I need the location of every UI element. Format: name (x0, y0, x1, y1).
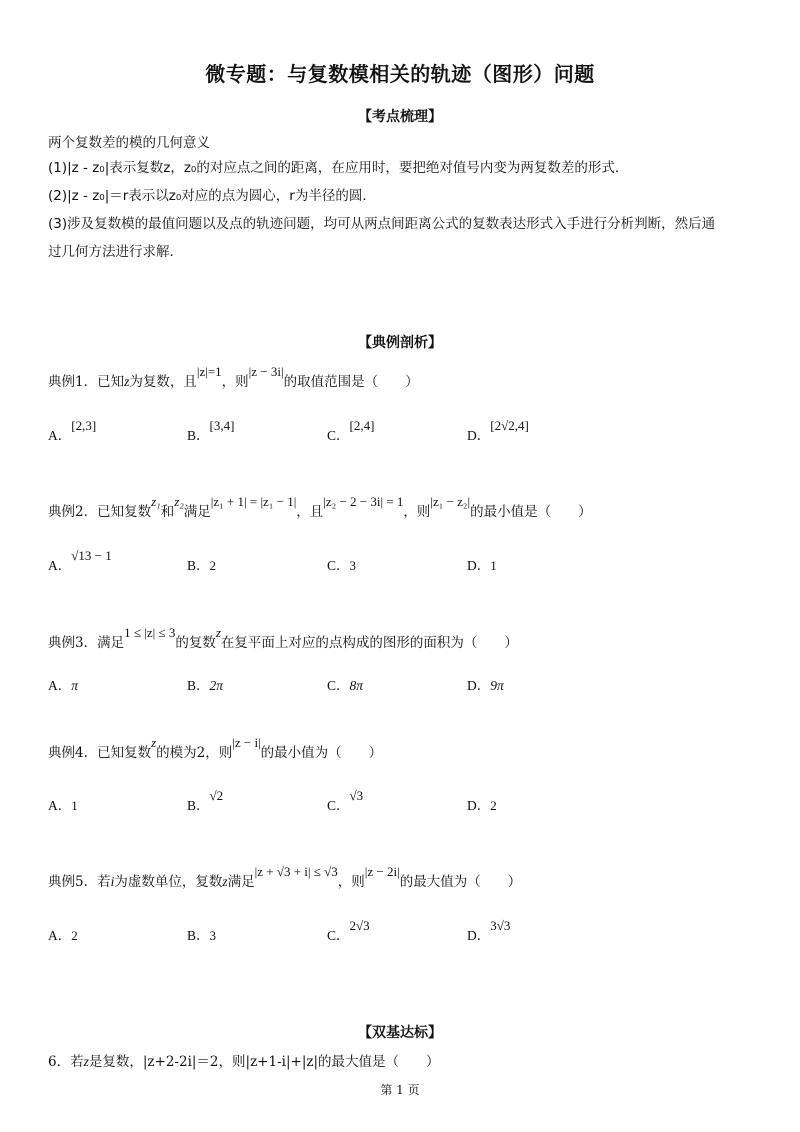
example-1-option-c[interactable] (327, 418, 375, 444)
example-1-var: z (124, 374, 130, 389)
example-5-option-b[interactable] (187, 924, 216, 944)
option-label: A． (48, 928, 72, 943)
kaodian-point-3-line-1: (3)涉及复数模的最值问题以及点的轨迹问题，均可从两点间距离公式的复数表达形式入手进行分析判断，然后通 (48, 216, 716, 232)
option-label: D． (467, 928, 491, 943)
example-1-mid2: ，则 (221, 374, 249, 390)
example-5-option-a[interactable] (48, 924, 78, 944)
example-2-prefix: 典例2．已知复数 (48, 504, 152, 520)
example-2-option-d[interactable] (467, 554, 497, 574)
example-2-z1: z₁ (151, 494, 161, 509)
option-label: B． (187, 558, 210, 573)
example-3-mid1: 的复数 (175, 635, 216, 651)
section-heading-kaodian: 【考点梳理】 (358, 109, 442, 125)
example-2-and: 和 (160, 504, 175, 520)
example-2-suffix: 的最小值是（ ） (470, 504, 592, 520)
section-heading-shuangji: 【双基达标】 (358, 1025, 442, 1041)
option-value: 2 (490, 798, 497, 813)
question-6-var: z (83, 1054, 89, 1069)
option-value: 1 (71, 798, 78, 813)
option-label: D． (467, 558, 491, 573)
kaodian-point-1: (1)|z - z₀|表示复数z，z₀的对应点之间的距离，在应用时，要把绝对值号内变为两复数差的形式． (48, 160, 629, 176)
example-2-condition-1: |z₁ + 1| = |z₁ − 1| (210, 494, 297, 509)
option-label: B． (187, 928, 210, 943)
option-label: B． (187, 678, 210, 693)
example-5-prefix: 典例5．若 (48, 874, 111, 890)
example-3-stem (48, 625, 518, 653)
option-value: 2 (71, 928, 78, 943)
option-label: A． (48, 798, 72, 813)
option-value: [3,4] (209, 418, 235, 433)
example-4-var: z (151, 735, 157, 750)
example-5-mid2: ，则 (337, 874, 365, 890)
option-label: A． (48, 428, 72, 443)
example-3-option-b[interactable] (187, 674, 223, 694)
option-value: 2π (209, 678, 224, 693)
example-5-expression: |z − 2i| (364, 864, 400, 879)
option-value: 9π (490, 678, 504, 693)
example-4-option-c[interactable] (327, 788, 364, 814)
page-title: 微专题：与复数模相关的轨迹（图形）问题 (205, 62, 595, 86)
option-value: 8π (349, 678, 364, 693)
option-label: C． (327, 798, 350, 813)
option-value: 3 (349, 558, 357, 573)
option-label: B． (187, 798, 210, 813)
kaodian-point-3-line-2: 过几何方法进行求解． (48, 244, 183, 260)
option-value: 2 (209, 558, 217, 573)
example-2-mid2: ，且 (296, 504, 324, 520)
example-2-option-c[interactable] (327, 554, 356, 574)
example-2-option-a[interactable] (48, 548, 112, 574)
option-label: D． (467, 678, 491, 693)
example-5-option-c[interactable] (327, 918, 370, 944)
example-4-option-a[interactable] (48, 794, 78, 814)
example-5-option-d[interactable] (467, 918, 511, 944)
example-1-option-d[interactable] (467, 418, 529, 444)
option-value: 1 (490, 558, 497, 573)
example-3-option-c[interactable] (327, 674, 363, 694)
example-1-condition: |z|=1 (196, 364, 222, 379)
example-4-stem (48, 735, 383, 763)
example-2-condition-2: |z₂ − 2 − 3i| = 1 (323, 494, 404, 509)
example-2-expression: |z₁ − z₂| (430, 494, 471, 509)
page-number: 第 1 页 (380, 1083, 420, 1097)
option-value: π (71, 678, 79, 693)
example-3-suffix: 在复平面上对应的点构成的图形的面积为（ ） (220, 635, 518, 651)
option-value: [2√2,4] (490, 418, 529, 433)
example-5-mid1: 满足 (227, 874, 255, 890)
example-5-condition: |z + √3 + i| ≤ √3 (254, 864, 338, 879)
option-label: B． (187, 428, 210, 443)
option-label: C． (327, 928, 350, 943)
example-1-expression: |z − 3i| (248, 364, 284, 379)
kaodian-point-2: (2)|z - z₀|＝r表示以z₀对应的点为圆心，r为半径的圆． (48, 188, 376, 204)
example-5-var: z (222, 874, 228, 889)
example-4-option-b[interactable] (187, 788, 224, 814)
example-3-option-a[interactable] (48, 674, 78, 694)
example-3-condition: 1 ≤ |z| ≤ 3 (124, 625, 176, 640)
example-1-prefix: 典例1．已知 (48, 374, 125, 390)
example-2-mid3: ，则 (403, 504, 431, 520)
example-4-prefix: 典例4．已知复数 (48, 745, 152, 761)
example-5-mid0: 为虚数单位，复数 (114, 874, 223, 890)
question-6-text: 是复数，|z+2-2i|＝2，则|z+1-i|+|z|的最大值是（ ） (88, 1054, 440, 1070)
example-4-suffix: 的最小值为（ ） (260, 745, 383, 761)
option-label: A． (48, 678, 72, 693)
option-label: C． (327, 428, 350, 443)
example-2-stem (48, 494, 592, 522)
example-4-mid1: 的模为2，则 (156, 745, 233, 761)
option-value: √3 (349, 788, 364, 803)
example-4-option-d[interactable] (467, 794, 497, 814)
option-label: C． (327, 558, 350, 573)
option-value: [2,3] (71, 418, 97, 433)
option-value: 3 (209, 928, 217, 943)
question-6-prefix: 6．若 (48, 1054, 84, 1070)
example-4-expression: |z − i| (232, 735, 261, 750)
example-1-mid1: 为复数，且 (129, 374, 197, 390)
example-5-imag-unit: i (110, 874, 115, 889)
section-heading-dianli: 【典例剖析】 (358, 335, 442, 351)
option-label: D． (467, 798, 491, 813)
example-1-suffix: 的取值范围是（ ） (283, 374, 419, 390)
option-label: A． (48, 558, 72, 573)
example-1-option-a[interactable] (48, 418, 97, 444)
example-3-var: z (215, 625, 221, 640)
question-6 (48, 1052, 440, 1072)
option-value: [2,4] (349, 418, 375, 433)
option-label: D． (467, 428, 491, 443)
option-value: √2 (209, 788, 224, 803)
example-3-option-d[interactable] (467, 674, 504, 694)
example-2-mid1: 满足 (183, 504, 211, 520)
option-value: 2√3 (349, 918, 370, 933)
example-3-prefix: 典例3．满足 (48, 635, 125, 651)
example-1-stem (48, 364, 419, 392)
kaodian-intro: 两个复数差的模的几何意义 (48, 135, 210, 151)
example-5-stem (48, 864, 522, 892)
example-2-z2: z₂ (174, 494, 184, 509)
example-1-option-b[interactable] (187, 418, 235, 444)
example-2-option-b[interactable] (187, 554, 216, 574)
option-value: 3√3 (490, 918, 511, 933)
example-5-suffix: 的最大值为（ ） (399, 874, 522, 890)
option-value: √13 − 1 (71, 548, 112, 563)
option-label: C． (327, 678, 350, 693)
